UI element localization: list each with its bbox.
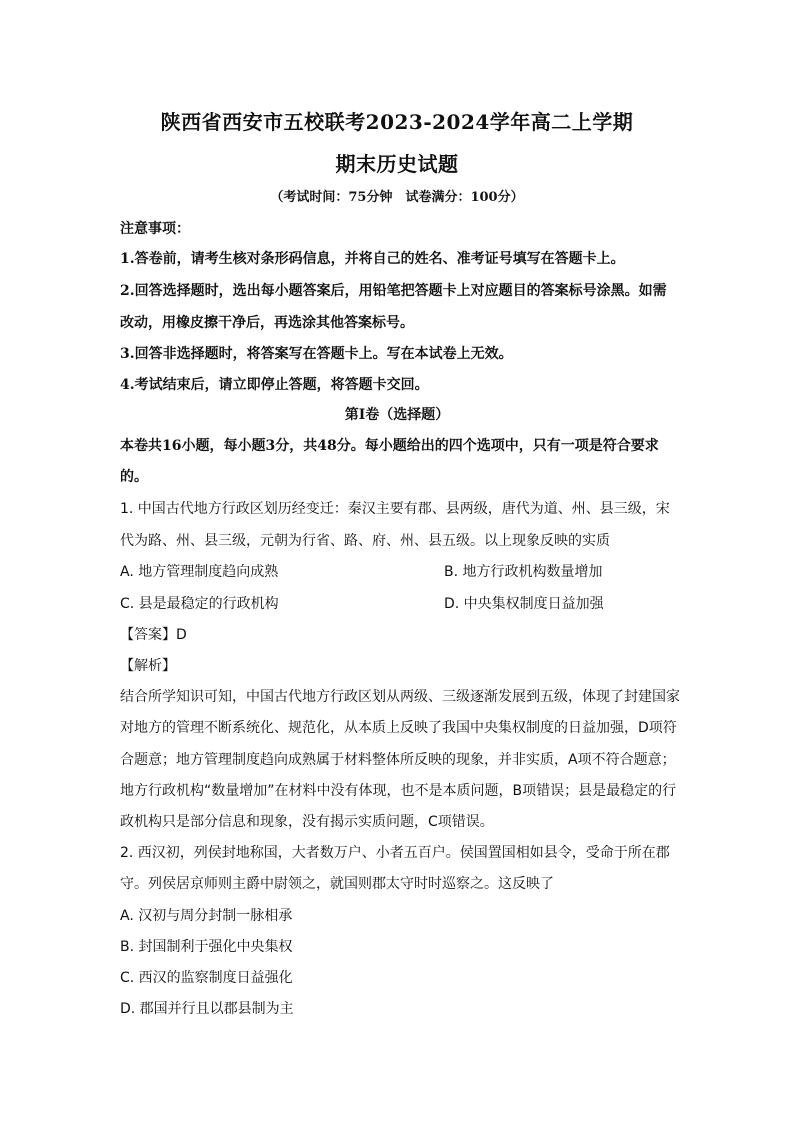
section-title: 第Ⅰ卷（选择题） xyxy=(344,407,450,423)
q1-stem-line2: 代为路、州、县三级，元朝为行省、路、府、州、县五级。以上现象反映的实质 xyxy=(120,533,610,549)
q1-analysis-heading: 【解析】 xyxy=(120,658,176,674)
q2-option-a: A. 汉初与周分封制一脉相承 xyxy=(120,908,293,924)
q1-option-b: B. 地方行政机构数量增加 xyxy=(444,564,603,580)
notice-item-1: 1.答卷前，请考生核对条形码信息，并将自己的姓名、准考证号填写在答题卡上。 xyxy=(120,251,625,267)
notice-heading: 注意事项： xyxy=(120,221,190,237)
q1-analysis-line1: 结合所学知识可知，中国古代地方行政区划从两级、三级逐渐发展到五级，体现了封建国家 xyxy=(120,689,680,705)
q1-answer: 【答案】D xyxy=(120,627,187,643)
exam-time-info: （考试时间：75分钟 试卷满分：100分） xyxy=(270,190,524,205)
q2-option-b: B. 封国制利于强化中央集权 xyxy=(120,939,293,955)
section-intro-line1: 本卷共16小题，每小题3分，共48分。每小题给出的四个选项中，只有一项是符合要求 xyxy=(120,438,659,454)
notice-item-3: 3.回答非选择题时，将答案写在答题卡上。写在本试卷上无效。 xyxy=(120,346,513,362)
q2-option-d: D. 郡国并行且以郡县制为主 xyxy=(120,1001,294,1017)
q1-option-a: A. 地方管理制度趋向成熟 xyxy=(120,564,279,580)
q2-option-c: C. 西汉的监察制度日益强化 xyxy=(120,970,293,986)
q1-analysis-line5: 政机构只是部分信息和现象，没有揭示实质问题，C项错误。 xyxy=(120,814,494,830)
q1-stem-line1: 1. 中国古代地方行政区划历经变迁：秦汉主要有郡、县两级，唐代为道、州、县三级，宋 xyxy=(120,501,670,517)
q2-stem-line1: 2. 西汉初，列侯封地称国，大者数万户、小者五百户。侯国置国相如县令，受命于所在郡 xyxy=(120,845,670,861)
q1-option-c: C. 县是最稳定的行政机构 xyxy=(120,596,279,612)
q1-analysis-line3: 合题意；地方管理制度趋向成熟属于材料整体所反映的现象，并非实质，A项不符合题意； xyxy=(120,752,676,768)
notice-item-2-line1: 2.回答选择题时，选出每小题答案后，用铅笔把答题卡上对应题目的答案标号涂黑。如需 xyxy=(120,283,667,299)
section-intro-line2: 的。 xyxy=(120,469,148,485)
notice-item-4: 4.考试结束后，请立即停止答题，将答题卡交回。 xyxy=(120,377,429,393)
q2-stem-line2: 守。列侯居京师则主爵中尉领之，就国则郡太守时时巡察之。这反映了 xyxy=(120,876,554,892)
q1-analysis-line4: 地方行政机构“数量增加”在材料中没有体现，也不是本质问题，B项错误；县是最稳定的行 xyxy=(120,783,677,799)
q1-analysis-line2: 对地方的管理不断系统化、规范化，从本质上反映了我国中央集权制度的日益加强，D项符 xyxy=(120,720,677,736)
exam-title-line2: 期末历史试题 xyxy=(335,152,459,176)
q1-option-d: D. 中央集权制度日益加强 xyxy=(444,596,604,612)
exam-title-line1: 陕西省西安市五校联考2023-2024学年高二上学期 xyxy=(160,110,634,134)
notice-item-2-line2: 改动，用橡皮擦干净后，再选涂其他答案标号。 xyxy=(120,315,414,331)
